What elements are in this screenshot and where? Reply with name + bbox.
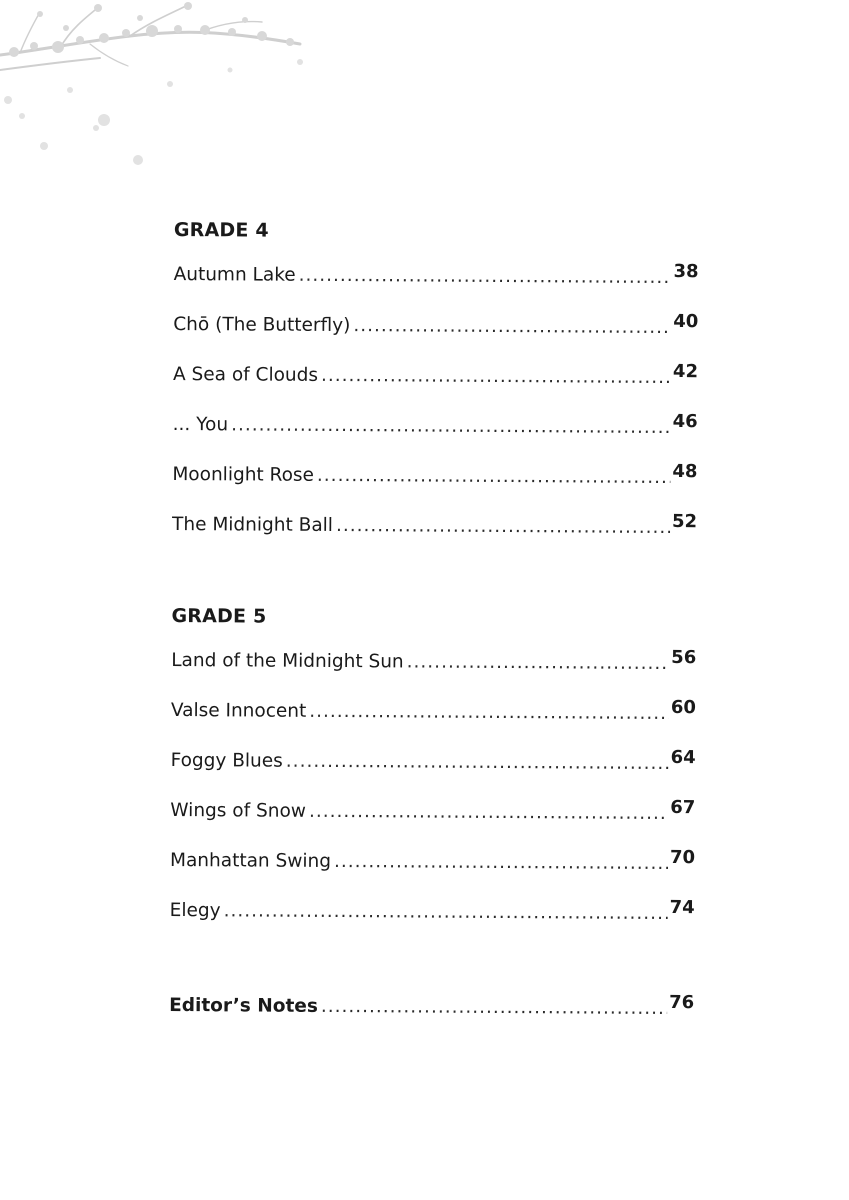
toc-entry[interactable] <box>170 736 695 789</box>
toc-entry[interactable] <box>173 400 698 453</box>
page-number: 64 <box>670 747 696 769</box>
dot-leader <box>334 837 668 889</box>
entry-title: Elegy <box>169 899 221 922</box>
toc-entry[interactable] <box>170 886 695 939</box>
dot-leader <box>231 400 671 453</box>
page-number: 48 <box>672 461 698 483</box>
toc-entry-editors-notes[interactable] <box>169 981 694 1034</box>
dot-leader <box>309 787 669 839</box>
entry-title: Editor’s Notes <box>169 994 318 1017</box>
section-spacer <box>172 550 697 599</box>
page-number: 74 <box>669 897 695 919</box>
section-grade-5 <box>170 596 697 939</box>
toc-entry[interactable] <box>171 686 696 739</box>
toc-entry[interactable] <box>170 836 695 889</box>
toc-entry[interactable] <box>170 786 695 839</box>
entry-title: Manhattan Swing <box>169 849 332 872</box>
page-number: 56 <box>671 647 697 669</box>
toc-entry[interactable] <box>173 250 698 303</box>
entry-title: The Midnight Ball <box>172 513 334 536</box>
page-number: 67 <box>670 797 696 819</box>
snowy-branch-icon <box>0 0 320 170</box>
page-number: 60 <box>670 697 697 719</box>
entry-title: Valse Innocent <box>170 699 307 722</box>
dot-leader <box>321 351 671 403</box>
dot-leader <box>309 687 669 739</box>
section-heading: GRADE 4 <box>173 218 269 242</box>
page-number: 76 <box>669 992 695 1014</box>
dot-leader <box>353 301 671 353</box>
toc-entry[interactable] <box>173 350 698 403</box>
dot-leader <box>336 501 670 553</box>
page-number: 38 <box>673 261 699 283</box>
entry-title: Moonlight Rose <box>172 463 315 486</box>
page-number: 52 <box>671 511 698 533</box>
section-grade-4 <box>172 210 699 553</box>
dot-leader <box>321 982 667 1034</box>
entry-title: Autumn Lake <box>173 263 296 286</box>
entry-title: Foggy Blues <box>170 749 283 772</box>
dot-leader <box>223 886 667 939</box>
section-heading: GRADE 5 <box>171 604 267 628</box>
dot-leader <box>407 637 670 689</box>
entry-title: ... You <box>172 413 229 436</box>
toc-entry[interactable] <box>171 636 696 689</box>
toc-entry[interactable] <box>172 500 697 553</box>
page-number: 42 <box>672 361 699 383</box>
entry-title: Chō (The Butterfly) <box>173 313 351 337</box>
table-of-contents <box>169 210 699 1034</box>
toc-entry[interactable] <box>172 450 697 503</box>
page-number: 40 <box>673 311 699 333</box>
section-spacer <box>169 936 694 984</box>
page-number: 46 <box>672 411 698 433</box>
page-number: 70 <box>669 847 696 869</box>
entry-title: Land of the Midnight Sun <box>171 649 404 673</box>
entry-title: Wings of Snow <box>170 799 307 822</box>
dot-leader <box>299 251 672 303</box>
dot-leader <box>286 737 669 789</box>
dot-leader <box>317 451 671 503</box>
toc-entry[interactable] <box>173 300 698 353</box>
entry-title: A Sea of Clouds <box>172 363 319 386</box>
